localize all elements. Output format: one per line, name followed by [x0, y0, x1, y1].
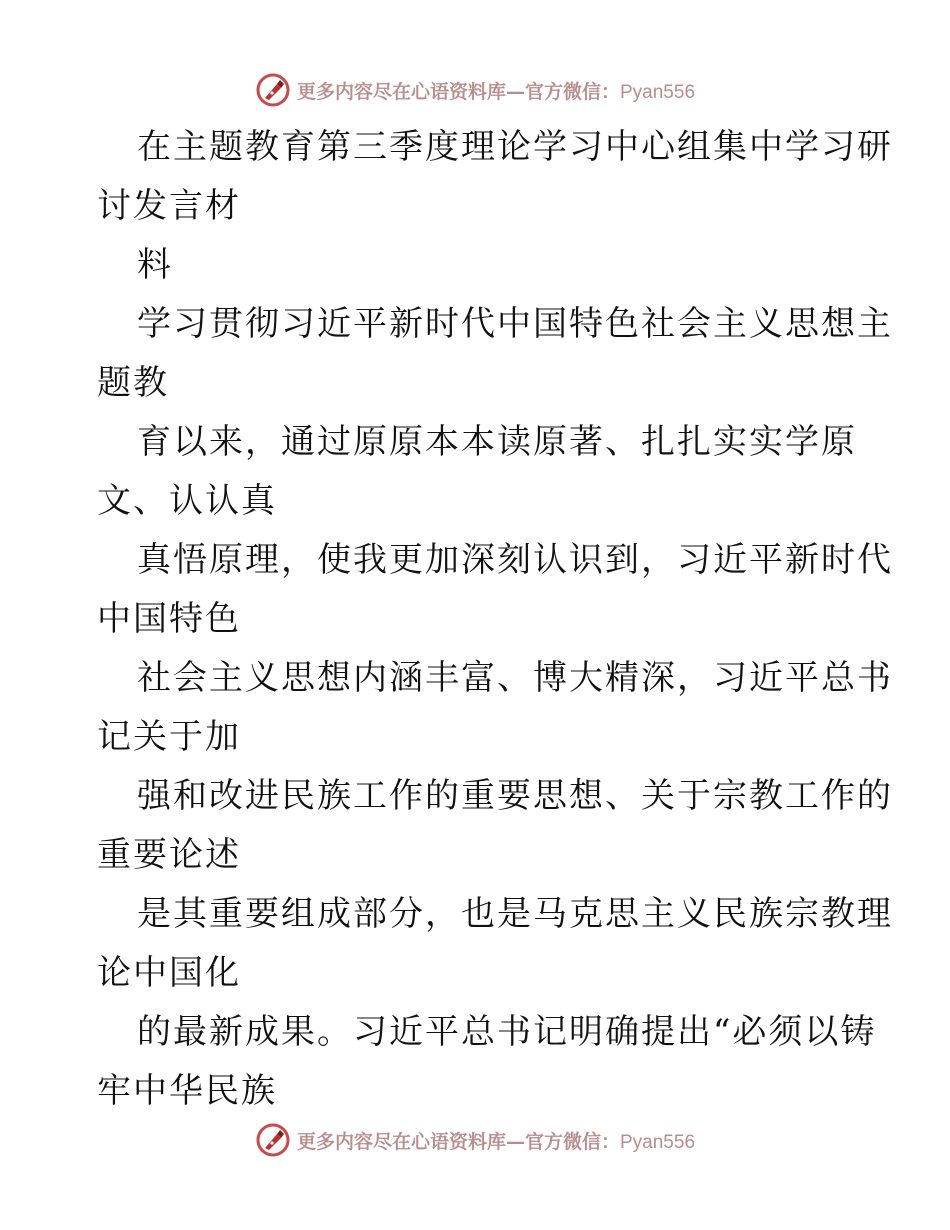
text-line: 题教	[97, 363, 169, 403]
text-line: 论中国化	[97, 953, 241, 993]
text-line: 的最新成果。习近平总书记明确提出“必须以铸	[137, 1012, 877, 1052]
pen-nib-logo-icon	[255, 1122, 291, 1158]
text-line: 学习贯彻习近平新时代中国特色社会主义思想主	[137, 304, 893, 344]
footer-watermark	[0, 1120, 950, 1160]
text-line: 文、认认真	[97, 481, 277, 521]
watermark-text: 更多内容尽在心语资料库—官方微信：Pyan556	[296, 1130, 696, 1153]
text-line: 料	[137, 245, 173, 285]
text-line: 在主题教育第三季度理论学习中心组集中学习研	[137, 127, 893, 167]
pen-nib-logo-icon	[255, 72, 291, 108]
text-line: 牢中华民族	[97, 1071, 277, 1111]
text-line: 讨发言材	[97, 186, 241, 226]
text-line: 强和改进民族工作的重要思想、关于宗教工作的	[137, 776, 893, 816]
text-line: 真悟原理，使我更加深刻认识到，习近平新时代	[137, 540, 893, 580]
text-line: 育以来，通过原原本本读原著、扎扎实实学原	[137, 422, 857, 462]
text-line: 社会主义思想内涵丰富、博大精深，习近平总书	[137, 658, 893, 698]
text-line: 记关于加	[97, 717, 241, 757]
text-line: 中国特色	[97, 599, 241, 639]
header-watermark	[0, 70, 950, 110]
watermark-text: 更多内容尽在心语资料库—官方微信：Pyan556	[296, 80, 696, 103]
document-body	[97, 118, 893, 1121]
text-line: 重要论述	[97, 835, 241, 875]
text-line: 是其重要组成部分，也是马克思主义民族宗教理	[137, 894, 893, 934]
